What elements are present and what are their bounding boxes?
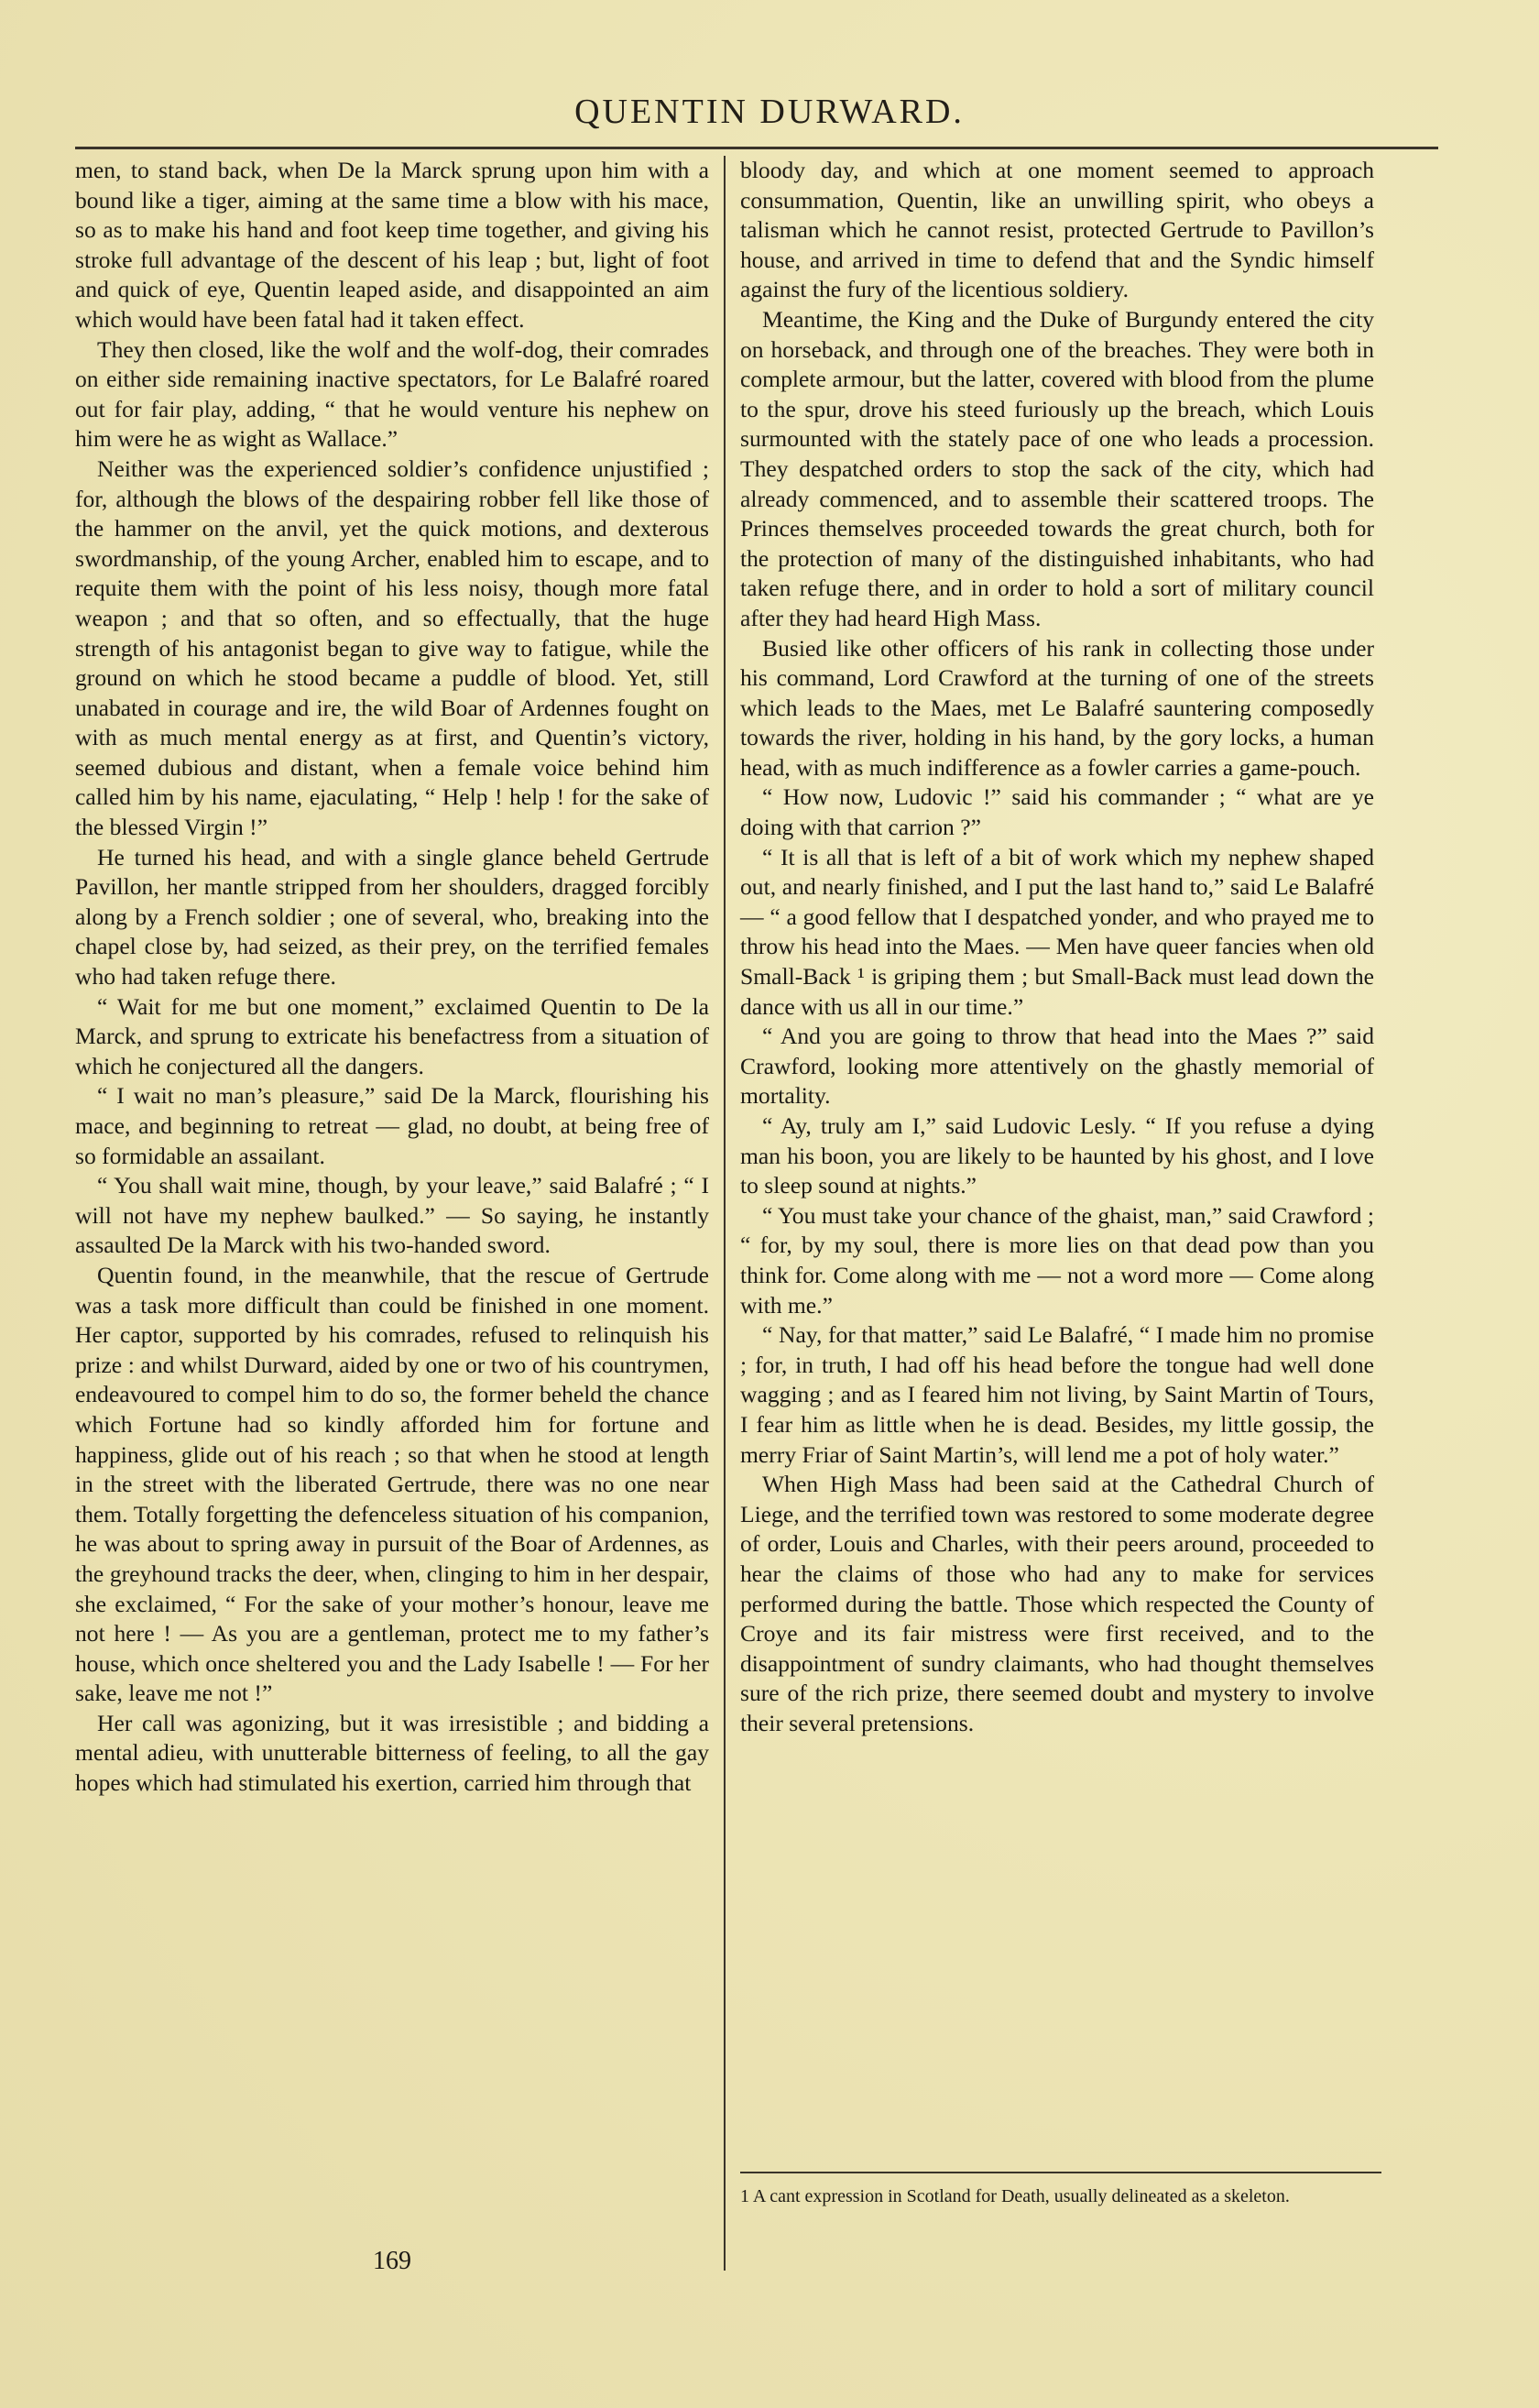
- paragraph: Quentin found, in the meanwhile, that the rescue of Gertrude was a task more difficult than could be finished in one moment. Her captor, supported by his comrades, refused to relinquish his prize : and whilst Durward, aided by one or two of his countrymen, endeavoured to compel him to do so, the former beheld the chance which Fortune had so kindly afforded him for fortune and happiness, glide out of his reach ; so that when he stood at length in the street with the liberated Gertrude, there was no one near them. Totally forgetting the defenceless situation of his companion, he was about to spring away in pursuit of the Boar of Ardennes, as the greyhound tracks the deer, when, clinging to him in her despair, she exclaimed, “ For the sake of your mother’s honour, leave me not here ! — As you are a gentleman, protect me to my father’s house, which once sheltered you and the Lady Isabelle ! — For her sake, leave me not !”: [75, 1261, 709, 1707]
- paragraph: “ And you are going to throw that head into the Maes ?” said Crawford, looking more attentively on the ghastly memorial of mortality.: [740, 1023, 1374, 1110]
- paragraph: “ How now, Ludovic !” said his commander ; “ what are ye doing with that carrion ?”: [740, 783, 1374, 841]
- page-number: 169: [373, 2247, 411, 2275]
- paragraph: “ I wait no man’s pleasure,” said De la Marck, flourishing his mace, and beginning to retreat — glad, no doubt, at being free of so formidable an assailant.: [75, 1082, 709, 1169]
- paragraph: “ Nay, for that matter,” said Le Balafré, “ I made him no promise ; for, in truth, I had off his head before the tongue had well done wagging ; and as I feared him not living, by Saint Martin of Tours, I fear him as little when he is dead. Besides, my little gossip, the merry Friar of Saint Martin’s, will lend me a pot of holy water.”: [740, 1321, 1374, 1468]
- paragraph: “ It is all that is left of a bit of work which my nephew shaped out, and nearly finished, and I put the last hand to,” said Le Balafré — “ a good fellow that I despatched yonder, and who prayed me to throw his head into the Maes. — Men have queer fancies when old Small-Back ¹ is griping them ; but Small-Back must lead down the dance with us all in our time.”: [740, 843, 1374, 1020]
- paragraph: When High Mass had been said at the Cathedral Church of Liege, and the terrified town was restored to some moderate degree of order, Louis and Charles, with their peers around, proceeded to hear the claims of those who had any to make for services performed during the battle. Those which respected the County of Croye and its fair mistress were first received, and to the disappointment of sundry claimants, who had thought themselves sure of the rich prize, there seemed doubt and mystery to involve their several pretensions.: [740, 1471, 1374, 1736]
- paragraph: Busied like other officers of his rank in collecting those under his command, Lord Crawford at the turning of one of the streets which leads to the Maes, met Le Balafré sauntering composedly towards the river, holding in his hand, by the gory locks, a human head, with as much indifference as a fowler carries a game-pouch.: [740, 634, 1374, 781]
- paragraph: Neither was the experienced soldier’s confidence unjustified ; for, although the blows of the despairing robber fell like those of the hammer on the anvil, yet the quick motions, and dexterous swordmanship, of the young Archer, enabled him to escape, and to requite them with the point of his less noisy, though more fatal weapon ; and that so often, and so effectually, that the huge strength of his antagonist began to give way to fatigue, while the ground on which he stood became a puddle of blood. Yet, still unabated in courage and ire, the wild Boar of Ardennes fought on with as much mental energy as at first, and Quentin’s victory, seemed dubious and distant, when a female voice behind him called him by his name, ejaculating, “ Help ! help ! for the sake of the blessed Virgin !”: [75, 454, 709, 841]
- paragraph: They then closed, like the wolf and the wolf-dog, their comrades on either side remaining inactive spectators, for Le Balafré roared out for fair play, adding, “ that he would venture his nephew on him were he as wight as Wallace.”: [75, 335, 709, 453]
- running-title: QUENTIN DURWARD.: [574, 93, 965, 131]
- header-rule: [75, 147, 1438, 149]
- paragraph: “ You must take your chance of the ghaist, man,” said Crawford ; “ for, by my soul, there is more lies on that dead pow than you think for. Come along with me — not a word more — Come along with me.”: [740, 1201, 1374, 1319]
- paragraph: bloody day, and which at one moment seemed to approach consummation, Quentin, like an unwilling spirit, who obeys a talisman which he cannot resist, protected Gertrude to Pavillon’s house, and arrived in time to defend that and the Syndic himself against the fury of the licentious soldiery.: [740, 157, 1374, 303]
- footnote: 1 A cant expression in Scotland for Death, usually delineated as a skeleton.: [740, 2186, 1290, 2206]
- paragraph: “ Wait for me but one moment,” exclaimed Quentin to De la Marck, and sprung to extricate his benefactress from a situation of which he conjectured all the dangers.: [75, 992, 709, 1079]
- right-column: [740, 156, 1374, 1738]
- paragraph: Meantime, the King and the Duke of Burgundy entered the city on horseback, and through one of the breaches. They were both in complete armour, but the latter, covered with blood from the plume to the spur, drove his steed furiously up the breach, which Louis surmounted with the stately pace of one who leads a procession. They despatched orders to stop the sack of the city, which had already commenced, and to assemble their scattered troops. The Princes themselves proceeded towards the great church, both for the protection of many of the distinguished inhabitants, who had taken refuge there, and in order to hold a sort of military council after they had heard High Mass.: [740, 305, 1374, 631]
- paragraph: He turned his head, and with a single glance beheld Gertrude Pavillon, her mantle stripped from her shoulders, dragged forcibly along by a French soldier ; one of several, who, breaking into the chapel close by, had seized, as their prey, on the terrified females who had taken refuge there.: [75, 843, 709, 991]
- paragraph: Her call was agonizing, but it was irresistible ; and bidding a mental adieu, with unutterable bitterness of feeling, to all the gay hopes which had stimulated his exertion, carried him through that: [75, 1709, 709, 1797]
- paragraph: “ Ay, truly am I,” said Ludovic Lesly. “ If you refuse a dying man his boon, you are likely to be haunted by his ghost, and I love to sleep sound at nights.”: [740, 1112, 1374, 1199]
- column-divider: [724, 156, 726, 2271]
- paragraph: “ You shall wait mine, though, by your leave,” said Balafré ; “ I will not have my nephew baulked.” — So saying, he instantly assaulted De la Marck with his two-handed sword.: [75, 1172, 709, 1259]
- left-column: [75, 156, 709, 1799]
- footnote-rule: [740, 2172, 1381, 2173]
- paragraph: men, to stand back, when De la Marck sprung upon him with a bound like a tiger, aiming at the same time a blow with his mace, so as to make his hand and foot keep time together, and giving his stroke full advantage of the descent of his leap ; but, light of foot and quick of eye, Quentin leaped aside, and disappointed an aim which would have been fatal had it taken effect.: [75, 157, 709, 333]
